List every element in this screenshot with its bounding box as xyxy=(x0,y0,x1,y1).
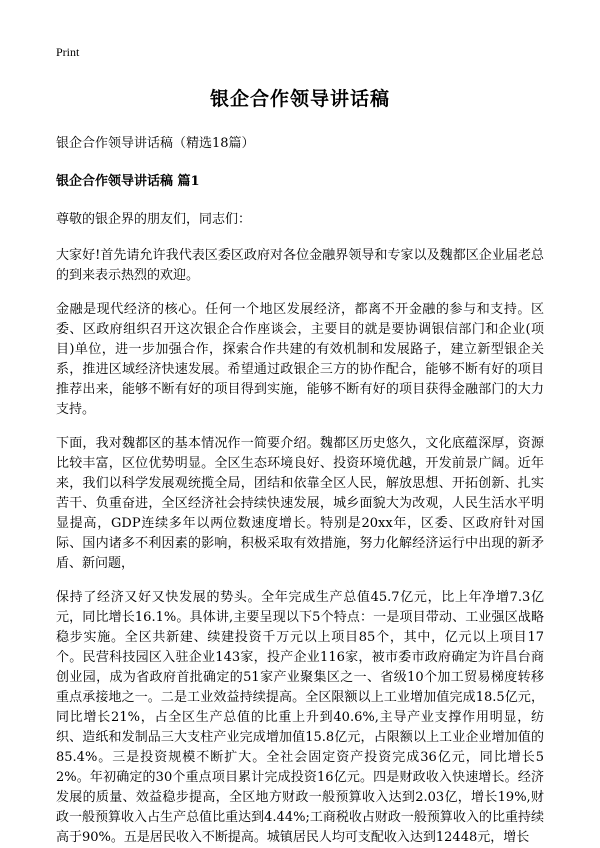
document-subtitle: 银企合作领导讲话稿（精选18篇） xyxy=(56,136,255,151)
section-heading: 银企合作领导讲话稿 篇1 xyxy=(56,174,200,189)
body-paragraph-1: 大家好!首先请允许我代表区委区政府对各位金融界领导和专家以及魏都区企业届老总的到来表示热烈的欢迎。 xyxy=(56,248,544,283)
body-paragraph-3: 下面，我对魏都区的基本情况作一简要介绍。魏都区历史悠久，文化底蕴深厚，资源比较丰富，区位优势明显。全区生态环境良好、投资环境优越，开发前景广阔。近年来，我们以科学发展观统揽全局，团结和依靠全区人民，解放思想、开拓创新、扎实苦干、负重奋进，全区经济社会持续快速发展，城乡面貌大为改观，人民生活水平明显提高，GDP连续多年以两位数速度增长。特别是20xx年，区委、区政府针对国际、国内诸多不利因素的影响，积极采取有效措施，努力化解经济运行中出现的新矛盾、新问题， xyxy=(56,436,544,571)
body-paragraph-4: 保持了经济又好又快发展的势头。全年完成生产总值45.7亿元，比上年净增7.3亿元，同比增长16.1%。具体讲,主要呈现以下5个特点：一是项目带动、工业强区战略稳步实施。全区共新建、续建投资千万元以上项目85个，其中，亿元以上项目17个。民营科技园区入驻企业143家，投产企业116家，被市委市政府确定为许昌台商创业园，成为省政府首批确定的51家产业聚集区之一、省级10个加工贸易梯度转移重点承接地之一。二是工业效益持续提高。全区限额以上工业增加值完成18.5亿元，同比增长21%，占全区生产总值的比重上升到40.6%,主导产业支撑作用明显，纺织、造纸和发制品三大支柱产业完成增加值15.8亿元，占限额以上工业企业增加值的85.4%。三是投资规模不断扩大。全社会固定资产投资完成36亿元，同比增长52%。年初确定的30个重点项目累计完成投资16亿元。四是财政收入快速增长。经济发展的质量、效益稳步提高，全区地方财政一般预算收入达到2.03亿，增长19%,财政一般预算收入占生产总值比重达到4.44%;工商税收占财政一般预算收入的比重持续高于90%。五是居民收入不断提高。城镇居民人均可支配收入达到12448元，增长 xyxy=(56,590,544,845)
body-paragraph-2: 金融是现代经济的核心。任何一个地区发展经济，都离不开金融的参与和支持。区委、区政府组织召开这次银企合作座谈会，主要目的就是要协调银信部门和企业(项目)单位，进一步加强合作，探索合作共建的有效机制和发展路子，建立新型银企关系，推进区域经济快速发展。希望通过政银企三方的协作配合，能够不断有好的项目推荐出来，能够不断有好的项目得到实施，能够不断有好的项目获得金融部门的大力支持。 xyxy=(56,302,544,417)
greeting-paragraph: 尊敬的银企界的朋友们，同志们： xyxy=(56,212,252,227)
document-title: 银企合作领导讲话稿 xyxy=(209,88,390,110)
print-label: Print xyxy=(56,45,80,59)
